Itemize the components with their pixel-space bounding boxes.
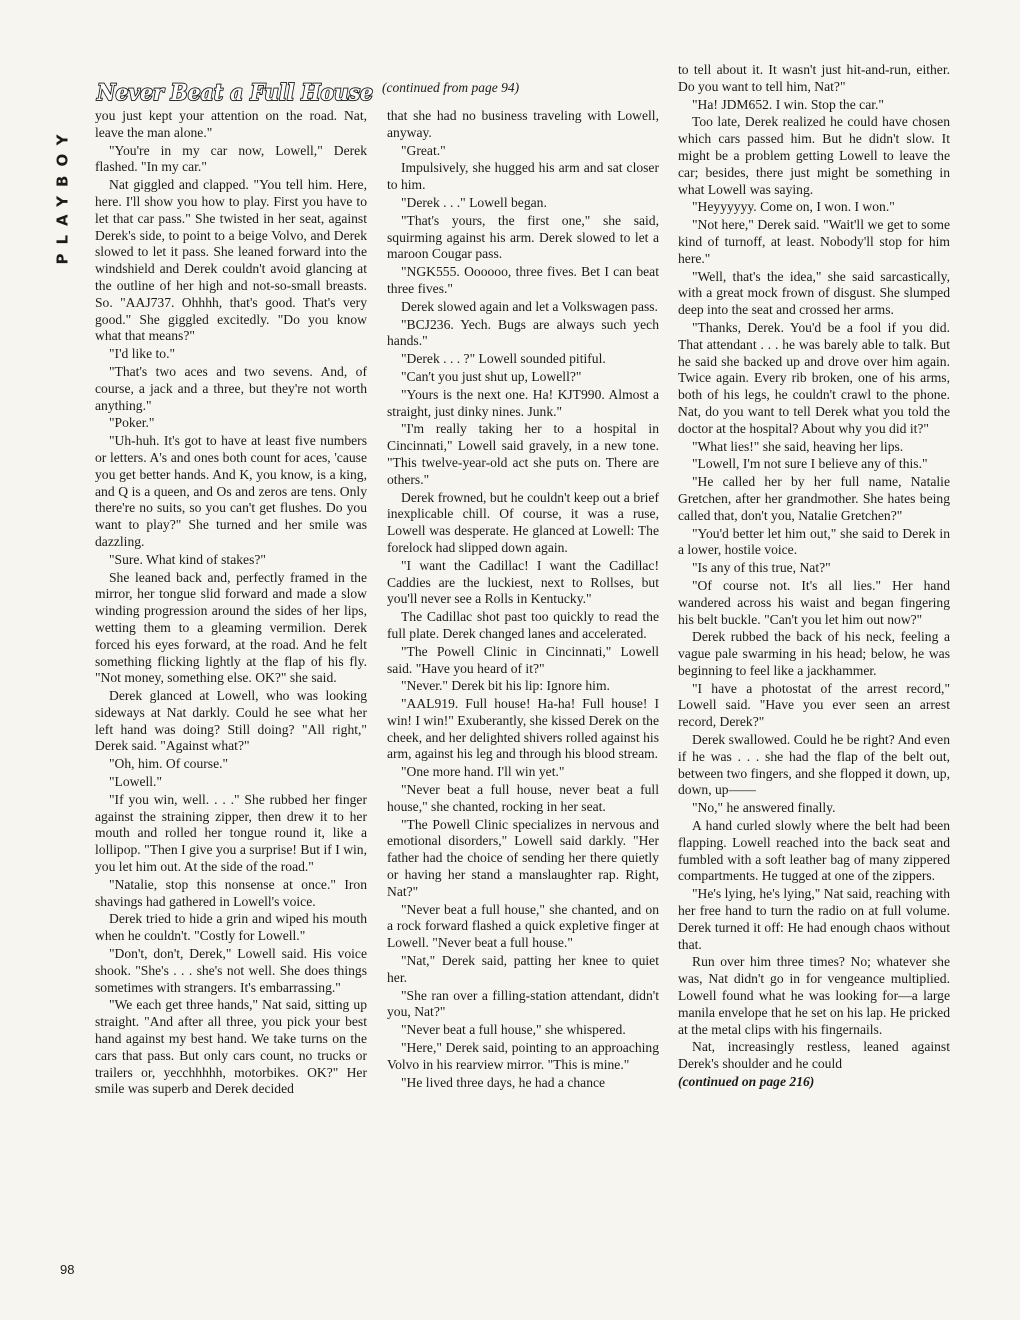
paragraph: Nat, increasingly restless, leaned against Derek's shoulder and he could [678,1039,950,1072]
paragraph: "Nat," Derek said, patting her knee to quiet her. [387,953,659,985]
paragraph: "Well, that's the idea," she said sarcastically, with a great mock frown of disgust. She slumped deep into the seat and crossed her arms. [678,268,950,318]
paragraph: "You're in my car now, Lowell," Derek flashed. "In my car." [95,142,367,175]
paragraph: "Ha! JDM652. I win. Stop the car." [692,96,884,112]
paragraph: "Not here," Derek said. "Wait'll we get to some kind of turnoff, at least. Nobody'll stop for him here." [678,217,950,266]
paragraph: "I'd like to." [109,346,176,362]
paragraph: "I want the Cadillac! I want the Cadillac! Caddies are the luckiest, next to Rollses, but you'll never see a Rolls in Kentucky." [387,557,659,607]
column-3 [678,62,950,1092]
paragraph: "Uh-huh. It's got to have at least five numbers or letters. A's and ones both count for aces, 'cause you get better hands. And K, you know, is a king, and Q is a queen, and Os and zeros are tens. Only there're no suits, so you can't get flushes. Do you want to play?" She turned and her smile was dazzling. [95,433,367,549]
paragraph: "Great." [401,142,446,158]
page-number: 98 [60,1262,75,1277]
paragraph: Impulsively, she hugged his arm and sat closer to him. [387,160,659,193]
paragraph: The Cadillac shot past too quickly to read the full plate. Derek changed lanes and accelerated. [387,609,659,641]
magazine-label: PLAYBOY [54,125,73,265]
paragraph: "Is any of this true, Nat?" [692,560,831,576]
paragraph: "AAL919. Full house! Ha-ha! Full house! I win! I win!" Exuberantly, she kissed Derek on the cheek, and her delighted shivers rolled against his arm, against his leg and through his blood stream. [387,696,659,762]
paragraph: Derek glanced at Lowell, who was looking sideways at Nat darkly. Could he see what her left hand was doing? Still doing? "All right," Derek said. "Against what?" [95,688,367,754]
paragraph: "The Powell Clinic in Cincinnati," Lowell said. "Have you heard of it?" [387,643,659,676]
continued-on: (continued on page 216) [678,1074,815,1090]
paragraph: "Lowell." [109,774,163,790]
paragraph: Derek frowned, but he couldn't keep out a brief inexplicable chill. Of course, it was a ruse, Lowell was desperate. He glanced at Lowell: The forelock had slipped down again. [387,489,659,555]
paragraph: you just kept your attention on the road. Nat, leave the man alone." [95,108,367,140]
paragraph: "One more hand. I'll win yet." [401,764,565,780]
paragraph: "BCJ236. Yech. Bugs are always such yech hands." [387,316,659,349]
paragraph: "I have a photostat of the arrest record," Lowell said. "Have you ever seen an arrest record, Derek?" [678,680,950,730]
column-2 [387,108,659,1092]
paragraph: "Can't you just shut up, Lowell?" [401,368,582,384]
paragraph: "No," he answered finally. [692,800,836,816]
paragraph: "NGK555. Oooooo, three fives. Bet I can beat three fives." [387,264,659,296]
paragraph: "Never beat a full house," she chanted, and on a rock forward flashed a quick expletive finger at Lowell. "Never beat a full house." [387,901,659,951]
paragraph: "What lies!" she said, heaving her lips. [692,438,904,454]
paragraph: "Never." Derek bit his lip: Ignore him. [401,678,610,694]
paragraph: A hand curled slowly where the belt had been flapping. Lowell reached into the back seat and fumbled with a soft leather bag of many zippered compartments. He tugged at one of the zippers. [678,818,950,884]
paragraph: "Heyyyyyy. Come on, I won. I won." [692,199,895,215]
paragraph: "Yours is the next one. Ha! KJT990. Almost a straight, just dinky nines. Junk." [387,386,659,419]
paragraph: Derek tried to hide a grin and wiped his mouth when he couldn't. "Costly for Lowell." [95,911,367,944]
paragraph: "Derek . . . ?" Lowell sounded pitiful. [401,351,606,367]
title-logo-text: Never Beat a Full House [96,80,373,106]
paragraph: Too late, Derek realized he could have chosen which cars passed him. But he didn't slow. It might be a problem getting Lowell to leave the car; besides, there just might be something in what Lowell was saying. [678,114,950,197]
paragraph: Derek slowed again and let a Volkswagen pass. [401,298,658,314]
paragraph: "Natalie, stop this nonsense at once." Iron shavings had gathered in Lowell's voice. [95,876,367,909]
paragraph: "He lived three days, he had a chance [401,1074,606,1090]
paragraph: "He called her by her full name, Natalie Gretchen, after her grandmother. She hates being called that, don't you, Natalie Gretchen?" [678,474,950,523]
paragraph: "He's lying, he's lying," Nat said, reaching with her free hand to turn the radio on at full volume. Derek turned it off: He had enough chaos without that. [678,886,950,952]
paragraph: "Never beat a full house," she whispered. [401,1022,626,1038]
paragraph: Derek swallowed. Could he be right? And even if he was . . . she had the flap of the belt out, between two fingers, and she flopped it down, up, down, up—— [678,732,950,798]
paragraph: "Oh, him. Of course." [109,756,229,772]
paragraph: "Lowell, I'm not sure I believe any of this." [692,456,928,472]
paragraph: "Thanks, Derek. You'd be a fool if you did. That attendant . . . he was barely able to talk. But he said she backed up and drove over him again. Twice again. Every rib broken, one of his arms, both of his legs, he couldn't crawl to the phone. Nat, do you want to tell Derek what you told the doctor at the hospital? About why you did it?" [678,319,950,436]
paragraph: "The Powell Clinic specializes in nervous and emotional disorders," Lowell said darkly. "Her father had the choice of sending her there quietly or having her stand a manslaughter rap. Right, Nat?" [387,816,659,899]
paragraph: Nat giggled and clapped. "You tell him. Here, here. I'll show you how to play. First you have to let that car pass." She twisted in her seat, against Derek's side, to point to a beige Volvo, and Derek slowed to let it pass. She leaned forward into the windshield and Derek couldn't avoid glancing at the outline of her high and not-so-small breasts. So. "AAJ737. Ohhhh, that's good. That's very good." She giggled excitedly. "Do you know what that means?" [95,177,367,344]
paragraph: "You'd better let him out," she said to Derek in a lower, hostile voice. [678,525,950,558]
paragraph: "She ran over a filling-station attendant, didn't you, Nat?" [387,987,659,1020]
paragraph: Run over him three times? No; whatever she was, Nat didn't go in for vengeance multiplied. Lowell found what he was looking for—a large manila envelope that he set on his lap. He pricked at the metal clips with his fingernails. [678,954,950,1037]
paragraph: "Of course not. It's all lies." Her hand wandered across his waist and began fingering his belt buckle. "Can't you let him out now?" [678,577,950,627]
paragraph: "Derek . . ." Lowell began. [401,194,547,210]
paragraph: "That's yours, the first one," she said, squirming against his arm. Derek slowed to let a maroon Cougar pass. [387,212,659,262]
paragraph: "Sure. What kind of stakes?" [109,551,266,567]
paragraph: "Poker." [109,415,155,431]
paragraph: "Never beat a full house, never beat a full house," she chanted, rocking in her seat. [387,782,659,814]
paragraph: She leaned back and, perfectly framed in the mirror, her tongue slid forward and made a slow winding progression around the sides of her lips, wetting them to a gleaming vermilion. Derek forced his eyes forward, at the road. And he felt something flicking lightly at the flap of his fly. "Not money, something else. OK?" she said. [95,569,367,686]
paragraph: to tell about it. It wasn't just hit-and-run, either. Do you want to tell him, Nat?" [678,62,950,94]
paragraph: Derek rubbed the back of his neck, feeling a vague pale swarming in his head; below, he was beginning to feel like a jackhammer. [678,629,950,678]
paragraph: "Don't, don't, Derek," Lowell said. His voice shook. "She's . . . she's not well. She does things sometimes with strangers. It's embarrassing." [95,946,367,995]
paragraph: "I'm really taking her to a hospital in Cincinnati," Lowell said gravely, in a new tone. "This twelve-year-old act she puts on. There are others." [387,421,659,487]
column-1 [95,108,367,1099]
paragraph: that she had no business traveling with Lowell, anyway. [387,108,659,140]
continued-from: (continued from page 94) [382,80,520,95]
magazine-name [52,60,74,330]
paragraph: "If you win, well. . . ." She rubbed her finger against the straining zipper, then drew it to her mouth and rolled her tongue round it, like a lollipop. "Then I give you a surprise! But if I win, you let him out. At the side of the road." [95,791,367,875]
paragraph: "That's two aces and two sevens. And, of course, a jack and a three, but they're not worth anything." [95,363,367,413]
article-title-logo [95,76,375,108]
paragraph: "Here," Derek said, pointing to an approaching Volvo in his rearview mirror. "This is mine." [387,1040,659,1072]
paragraph: "We each get three hands," Nat said, sitting up straight. "And after all three, you pick your best hand against my best hand. We take turns on the cars that pass. But only cars count, no trucks or trailers or, yecchhhhh, motorbikes. OK?" Her smile was superb and Derek decided [95,997,367,1097]
